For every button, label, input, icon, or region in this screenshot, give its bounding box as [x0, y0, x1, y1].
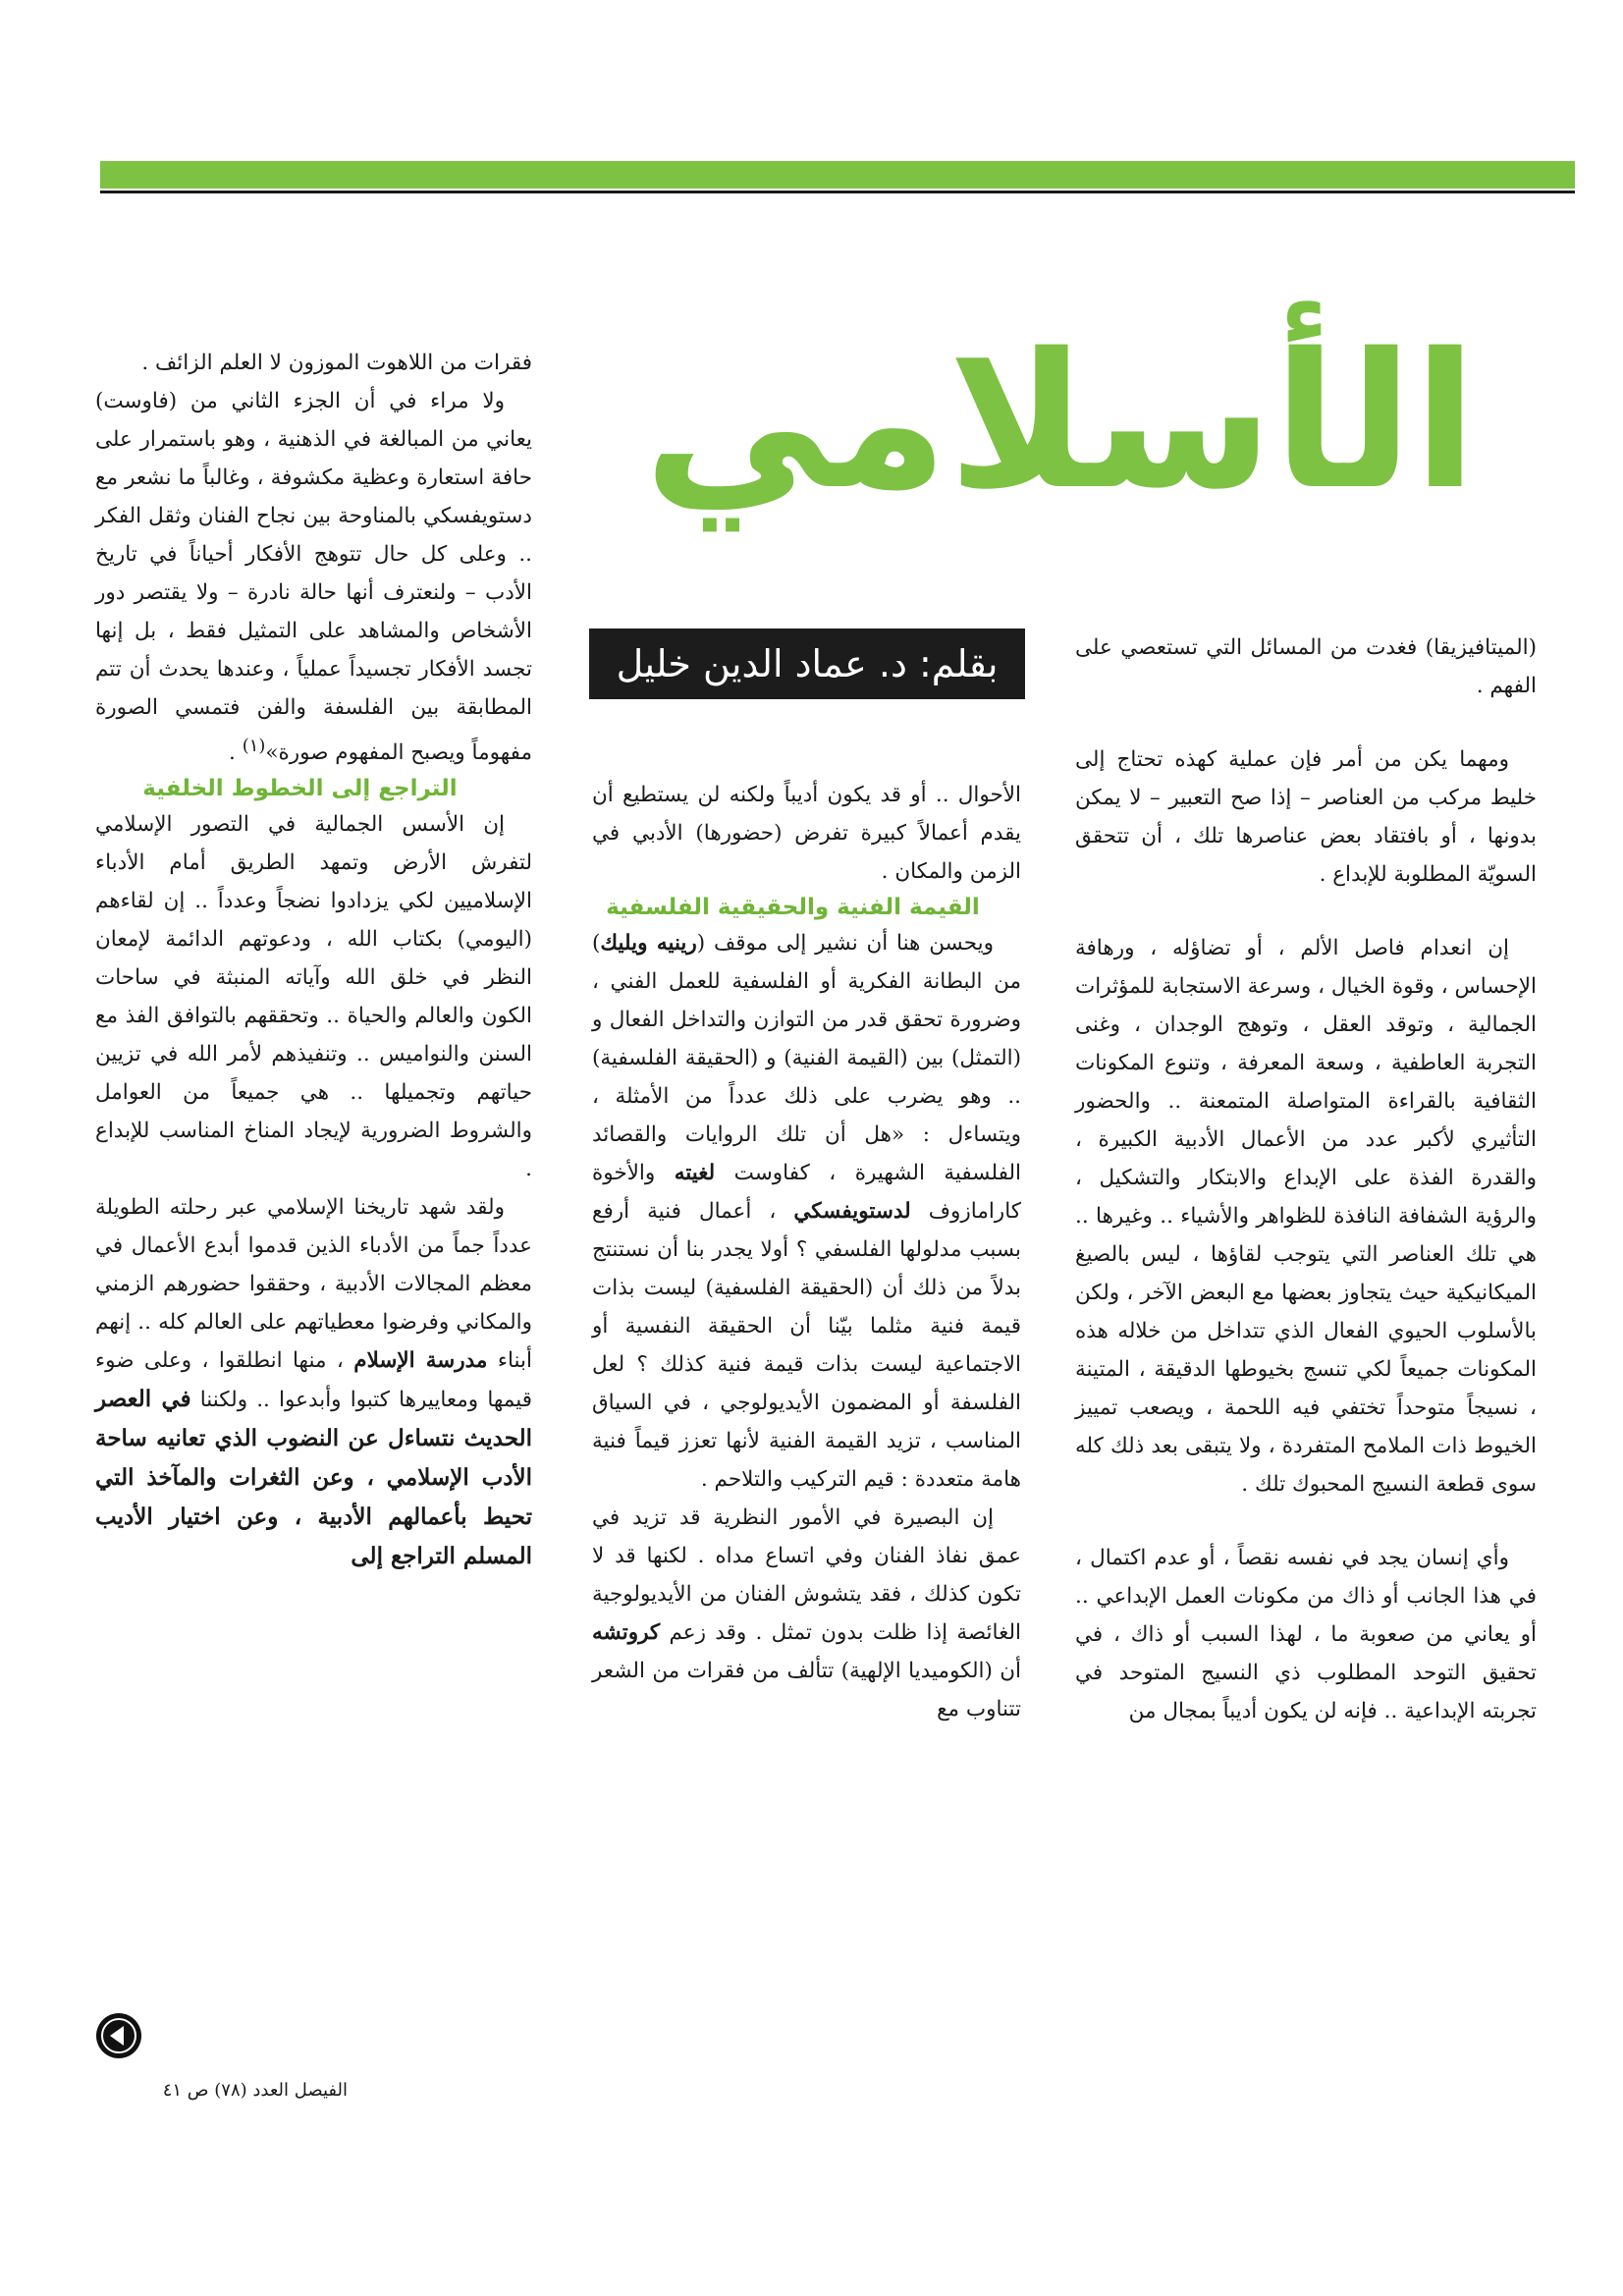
text-run: ولا مراء في أن الجزء الثاني من (فاوست) يعاني من المبالغة في الذهنية ، وهو باستمرار على حافة استعارة وعظية مكشوفة ، وغالباً ما نشعر مع دستويفسكي بالمناوحة بين نجاح الفنان وثقل الفكر .. وعلى كل حال تتوهج الأفكار أحياناً في تاريخ الأدب – ولنعترف أنها حالة نادرة – ولا يقتصر دور الأشخاص والمشاهد على التمثيل فقط ، بل إنها تجسد الأفكار تجسيداً عملياً ، وعندها يحدث أن تتم المطابقة بين الفلسفة والفن فتمسي الصورة مفهوماً ويصبح المفهوم صورة»	[95, 389, 532, 766]
author-name: لدستويفسكي	[793, 1199, 911, 1224]
paragraph: وأي إنسان يجد في نفسه نقصاً ، أو عدم اكتمال ، في هذا الجانب أو ذاك من مكونات العمل الإبداعي .. أو يعاني من صعوبة ما ، لهذا السبب أو ذاك ، في تحقيق التوحد المطلوب ذي النسيج المتوحد في تجربته الإبداعية .. فإنه لن يكون أديباً بمجال من	[1075, 1546, 1537, 1723]
article-title: الأسلامي	[643, 313, 1478, 530]
paragraph	[95, 382, 532, 772]
paragraph: إن الأسس الجمالية في التصور الإسلامي لتفرش الأرض وتمهد الطريق أمام الأدباء الإسلاميين لكي يزدادوا نضجاً وعدداً .. إن لقاءهم (اليومي) بكتاب الله ، ودعوتهم الدائمة لإمعان النظر في خلق الله وآياته المنبثة في ساحات الكون والعالم والحياة .. وتحققهم بالتوافق الفذ مع السنن والنواميس .. وتنفيذهم لأمر الله في تزيين حياتهم وتجميلها .. هي جميعاً من العوامل والشروط الضرورية لإيجاد المناخ المناسب للإبداع .	[95, 812, 532, 1182]
top-rule-line	[100, 191, 1575, 193]
emphasis-text: في العصر الحديث نتساءل عن النضوب الذي تعانيه ساحة الأدب الإسلامي ، وعن الثغرات والمآخذ التي تحيط بأعمالهم الأدبية ، وعن اختيار الأديب المسلم التراجع إلى	[95, 1386, 532, 1570]
text-run: ويحسن هنا أن نشير إلى موقف (	[696, 931, 994, 956]
text-run: والأخوة كارامازوف	[592, 1161, 1021, 1224]
paragraph: ومهما يكن من أمر فإن عملية كهذه تحتاج إلى خليط مركب من العناصر – إذا صح التعبير – لا يمكن بدونها ، أو بافتقاد بعض عناصرها تلك ، أن تتحقق السويّة المطلوبة للإبداع .	[1075, 747, 1537, 887]
continue-arrow-icon	[96, 2013, 141, 2058]
text-run: ، أعمال فنية أرفع بسبب مدلولها الفلسفي ؟ أولا يجدر بنا أن نستنتج بدلاً من ذلك أن (الحقيقة الفلسفية) ليست بذات قيمة فنية مثلما بيّنا أن الحقيقة النفسية أو الاجتماعية ليست بذات قيمة فنية كذلك ؟ لعل الفلسفة أو المضمون الأيديولوجي ، في السياق المناسب ، تزيد القيمة الفنية لأنها تعزز قيماً فنية هامة متعددة : قيم التركيب والتلاحم .	[592, 1199, 1021, 1492]
section-subheading: القيمة الفنية والحقيقية الفلسفية	[606, 895, 980, 920]
arrow-left-icon	[96, 2013, 141, 2058]
text-run: ، منها انطلقوا ، وعلى ضوء قيمها ومعاييرها كتبوا وأبدعوا .. ولكننا	[95, 1348, 532, 1413]
paragraph: الأحوال .. أو قد يكون أديباً ولكنه لن يستطيع أن يقدم أعمالاً كبيرة تفرض (حضورها) الأدبي في الزمن والمكان .	[592, 783, 1021, 884]
text-run: ولقد شهد تاريخنا الإسلامي عبر رحلته الطويلة عدداً جماً من الأدباء الذين قدموا أبدع الأعمال في معظم المجالات الأدبية ، وحققوا حضورهم الزمني والمكاني وفرضوا معطياتهم على العالم كله .. إنهم أبناء	[95, 1195, 532, 1374]
text-run: ) من البطانة الفكرية أو الفلسفية للعمل الفني ، وضرورة تحقق قدر من التوازن والتداخل الفعال و (التمثل) بين (القيمة الفنية) و (الحقيقة الفلسفية) .. وهو يضرب على ذلك عدداً من الأمثلة ، ويتساءل : «هل أن تلك الروايات والقصائد الفلسفية الشهيرة ، كفاوست	[592, 931, 1021, 1185]
section-subheading: التراجع إلى الخطوط الخلفية	[142, 776, 458, 802]
emphasis-text: مدرسة الإسلام	[353, 1348, 488, 1374]
paragraph: فقرات من اللاهوت الموزون لا العلم الزائف .	[141, 351, 532, 375]
footnote-marker: (١)	[242, 736, 266, 756]
paragraph	[592, 1499, 1021, 1728]
author-name: لغيته	[674, 1161, 716, 1185]
paragraph	[592, 924, 1021, 1499]
text-run: أن (الكوميديا الإلهية) تتألف من فقرات من الشعر تتناوب مع	[592, 1659, 1021, 1722]
text-run: إن البصيرة في الأمور النظرية قد تزيد في عمق نفاذ الفنان وفي اتساع مداه . لكنها قد لا تكون كذلك ، فقد يتشوش الفنان من الأيديولوجية الغائصة إذا ظلت بدون تمثل . وقد زعم	[592, 1505, 1021, 1645]
top-accent-bar	[100, 161, 1575, 189]
text-run: .	[229, 740, 243, 766]
author-name: رينيه ويليك	[600, 931, 697, 956]
paragraph: إن انعدام فاصل الألم ، أو تضاؤله ، ورهافة الإحساس ، وقوة الخيال ، وسرعة الاستجابة للمؤثرات الجمالية ، وتوقد العقل ، وتوهج الوجدان ، وغنى التجربة العاطفية ، وسعة المعرفة ، وتنوع المكونات الثقافية بالقراءة المتواصلة المتمعنة .. والحضور التأثيري لأكبر عدد من الأعمال الأدبية الكبيرة ، والقدرة الفذة على الإبداع والابتكار والتشكيل ، والرؤية الشفافة النافذة للظواهر والأشياء .. وغيرها .. هي تلك العناصر التي يتوجب لقاؤها ، ليس بالصيغ الميكانيكية حيث يتجاوز بعضها مع البعض الآخر ، ولكن بالأسلوب الحيوي الفعال الذي تتداخل من خلاله هذه المكونات جميعاً لكي تنسج بخيوطها الدقيقة ، المتينة ، نسيجاً متوحداً تختفي فيه اللحمة ، ويصعب تمييز الخيوط ذات الملامح المتفردة ، ولا يتبقى بعد ذلك كله سوى قطعة النسيج المحبوك تلك .	[1075, 936, 1537, 1497]
paragraph	[95, 1188, 532, 1576]
author-name: كروتشه	[592, 1620, 661, 1645]
page-footer: الفيصل العدد (٧٨) ص ٤١	[162, 2080, 348, 2101]
paragraph: (الميتافيزيقا) فغدت من المسائل التي تستعصي على الفهم .	[1075, 635, 1537, 698]
column-left	[95, 344, 532, 1576]
author-byline: بقلم: د. عماد الدين خليل	[589, 629, 1025, 699]
column-middle	[592, 776, 1021, 1728]
column-right	[1075, 629, 1537, 1730]
